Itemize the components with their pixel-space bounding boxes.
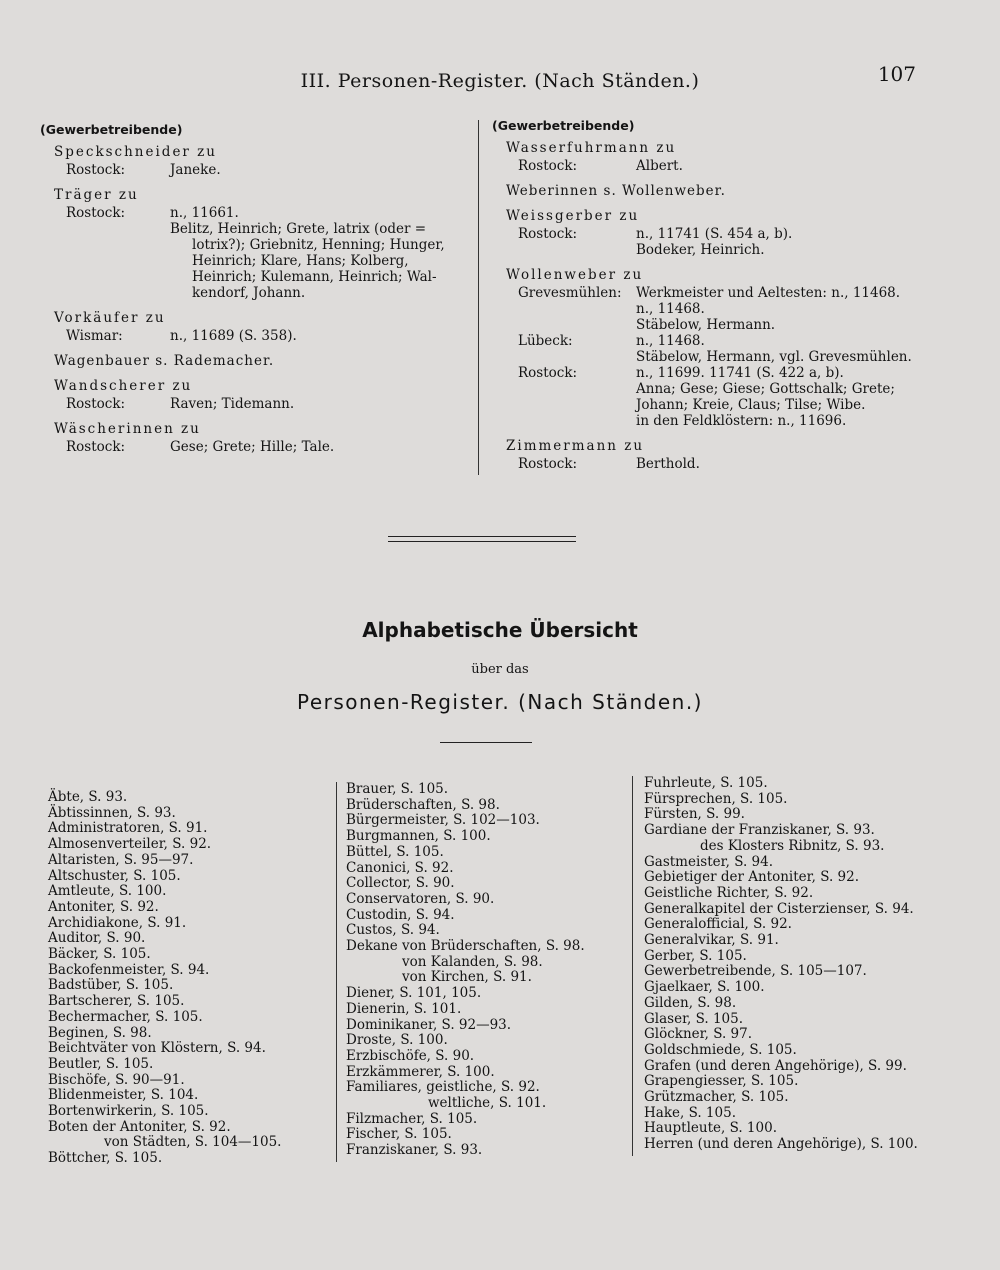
index-entry: Gebietiger der Antoniter, S. 92. (644, 869, 860, 886)
place-row (492, 285, 932, 333)
index-entry: Filzmacher, S. 105. (346, 1110, 478, 1127)
occupation-heading: Wollenweber zu (506, 267, 644, 283)
names-line: Heinrich; Klare, Hans; Kolberg, (192, 253, 409, 269)
index-entry: Collector, S. 90. (346, 875, 455, 892)
names-line: Albert. (636, 158, 683, 174)
occupation-heading: Zimmermann zu (506, 438, 645, 454)
register-entry (40, 378, 460, 412)
index-entry: Gardiane der Franziskaner, S. 93. (644, 822, 875, 839)
occupation-heading: Weissgerber zu (506, 208, 640, 224)
index-entry: Erzkämmerer, S. 100. (346, 1063, 495, 1080)
occupation-heading: Träger zu (54, 187, 139, 203)
overview-subtitle: über das (471, 662, 529, 677)
index-entry: Familiares, geistliche, S. 92. (346, 1079, 540, 1096)
occupation-heading: Wäscherinnen zu (54, 421, 201, 437)
index-entry: von Kirchen, S. 91. (402, 969, 532, 986)
index-entry: Franziskaner, S. 93. (346, 1142, 483, 1159)
index-entry: Erzbischöfe, S. 90. (346, 1047, 475, 1064)
index-entry: Dominikaner, S. 92—93. (346, 1016, 512, 1033)
names-line: n., 11741 (S. 454 a, b). (636, 226, 793, 242)
occupation-heading: Speckschneider zu (54, 144, 217, 160)
index-entry: Geistliche Richter, S. 92. (644, 884, 814, 901)
names-list (636, 333, 932, 365)
register-entry (492, 140, 932, 174)
index-entry: Glaser, S. 105. (644, 1010, 744, 1027)
place-row (40, 162, 460, 178)
names-line: Raven; Tidemann. (170, 396, 295, 412)
names-line: in den Feldklöstern: n., 11696. (636, 413, 847, 429)
names-list (636, 413, 932, 429)
index-entry: Canonici, S. 92. (346, 859, 454, 876)
register-entry (40, 421, 460, 455)
cross-reference: Wagenbauer s. Rademacher. (54, 353, 275, 369)
index-entry: Dekane von Brüderschaften, S. 98. (346, 938, 585, 955)
index-entry: des Klosters Ribnitz, S. 93. (700, 837, 885, 854)
place-row (40, 439, 460, 455)
names-line: Heinrich; Kulemann, Heinrich; Wal- (192, 269, 437, 285)
column-divider (478, 120, 479, 475)
index-entry: Amtleute, S. 100. (48, 883, 167, 900)
register-entry (40, 187, 460, 301)
index-entry: Grapengiesser, S. 105. (644, 1073, 799, 1090)
index-entry: Beutler, S. 105. (48, 1055, 154, 1072)
place-name: Wismar: (66, 328, 123, 344)
register-entry (40, 310, 460, 344)
names-list (170, 439, 460, 455)
place-name: Lübeck: (518, 333, 573, 349)
left-register-column (40, 122, 460, 464)
names-line: Werkmeister und Aeltesten: n., 11468. (636, 285, 901, 301)
index-entry: Grützmacher, S. 105. (644, 1089, 789, 1106)
names-line: kendorf, Johann. (192, 285, 306, 301)
place-row (492, 413, 932, 429)
names-line: n., 11661. (170, 205, 239, 221)
index-entry: Almosenverteiler, S. 92. (48, 836, 212, 853)
index-entry: Fuhrleute, S. 105. (644, 775, 768, 791)
page-header (0, 62, 1000, 102)
register-entry (492, 267, 932, 429)
index-entry: Boten der Antoniter, S. 92. (48, 1118, 231, 1135)
index-entry: Grafen (und deren Angehörige), S. 99. (644, 1057, 907, 1074)
place-row (40, 328, 460, 344)
index-entry: Bischöfe, S. 90—91. (48, 1071, 185, 1088)
index-entry: Beichtväter von Klöstern, S. 94. (48, 1040, 266, 1057)
index-entry: weltliche, S. 101. (428, 1095, 547, 1112)
names-line: n., 11699. 11741 (S. 422 a, b). (636, 365, 844, 381)
index-entry: Auditor, S. 90. (48, 930, 146, 947)
occupation-heading: Wasserfuhrmann zu (506, 140, 677, 156)
names-list (170, 162, 460, 178)
place-name: Rostock: (66, 439, 126, 455)
index-entry: Hauptleute, S. 100. (644, 1120, 777, 1137)
place-row (492, 226, 932, 258)
index-entry: Generalofficial, S. 92. (644, 916, 792, 933)
index-entry: Gerber, S. 105. (644, 947, 747, 964)
names-line: n., 11468. (636, 333, 705, 349)
index-entry: Badstüber, S. 105. (48, 977, 174, 994)
names-list (170, 396, 460, 412)
place-name: Rostock: (66, 205, 126, 221)
occupation-heading: Vorkäufer zu (54, 310, 166, 326)
index-entry: Bäcker, S. 105. (48, 946, 151, 963)
index-entry: Bechermacher, S. 105. (48, 1008, 203, 1025)
index-entry: Generalkapitel der Cisterzienser, S. 94. (644, 900, 914, 917)
index-entry: Brüderschaften, S. 98. (346, 796, 500, 813)
index-entry: Gewerbetreibende, S. 105—107. (644, 963, 867, 980)
index-entry: Bortenwirkerin, S. 105. (48, 1103, 209, 1120)
index-entry: Böttcher, S. 105. (48, 1150, 163, 1167)
index-entry: Droste, S. 100. (346, 1032, 448, 1049)
place-name: Rostock: (518, 456, 578, 472)
index-entry: Bartscherer, S. 105. (48, 993, 185, 1010)
names-line: n., 11689 (S. 358). (170, 328, 297, 344)
index-entry: Archidiakone, S. 91. (48, 914, 187, 931)
names-line: n., 11468. (636, 301, 705, 317)
overview-register-title: Personen-Register. (Nach Ständen.) (297, 690, 703, 714)
index-entry: Altschuster, S. 105. (48, 867, 181, 884)
index-entry: Generalvikar, S. 91. (644, 932, 779, 949)
index-entry: Burgmannen, S. 100. (346, 828, 491, 845)
names-list (636, 158, 932, 174)
index-entry: Äbtissinnen, S. 93. (48, 804, 176, 821)
names-line: Janeke. (170, 162, 221, 178)
index-entry: Gjaelkaer, S. 100. (644, 979, 765, 996)
register-entry (40, 144, 460, 178)
place-name: Rostock: (66, 396, 126, 412)
place-name (492, 413, 636, 429)
place-row (492, 158, 932, 174)
names-line: Stäbelow, Hermann, vgl. Grevesmühlen. (636, 349, 912, 365)
place-name: Grevesmühlen: (518, 285, 622, 301)
index-entry: Fürsprechen, S. 105. (644, 790, 788, 807)
place-row (492, 333, 932, 365)
index-entry: von Kalanden, S. 98. (402, 953, 543, 970)
index-entry: Glöckner, S. 97. (644, 1026, 753, 1043)
index-column-3 (644, 776, 944, 1153)
section-label: (Gewerbetreibende) (40, 122, 183, 137)
index-entry: Fürsten, S. 99. (644, 806, 745, 823)
right-register-column (492, 118, 932, 481)
section-separator (388, 536, 576, 542)
names-list (636, 456, 932, 472)
names-list (170, 328, 460, 344)
index-entry: Conservatoren, S. 90. (346, 890, 495, 907)
register-entry (492, 438, 932, 472)
place-row (492, 365, 932, 413)
place-row (40, 205, 460, 301)
index-divider (336, 782, 337, 1162)
names-line: Belitz, Heinrich; Grete, latrix (oder = (170, 221, 427, 237)
place-row (40, 396, 460, 412)
names-line: Bodeker, Heinrich. (636, 242, 765, 258)
names-list (636, 365, 932, 413)
occupation-heading: Wandscherer zu (54, 378, 193, 394)
place-name: Rostock: (518, 226, 578, 242)
names-list (636, 285, 932, 333)
index-entry: Custos, S. 94. (346, 922, 440, 939)
place-name: Rostock: (66, 162, 126, 178)
index-column-2 (346, 782, 636, 1159)
index-entry: Herren (und deren Angehörige), S. 100. (644, 1136, 918, 1153)
cross-reference: Weberinnen s. Wollenweber. (506, 183, 726, 199)
index-entry: Büttel, S. 105. (346, 843, 444, 860)
title-rule (440, 742, 532, 743)
index-entry: Beginen, S. 98. (48, 1024, 152, 1041)
index-entry: Hake, S. 105. (644, 1104, 736, 1121)
place-row (492, 456, 932, 472)
running-title: III. Personen-Register. (Nach Ständen.) (300, 70, 700, 92)
names-line: Stäbelow, Hermann. (636, 317, 776, 333)
place-name: Rostock: (518, 158, 578, 174)
index-entry: Altaristen, S. 95—97. (48, 851, 194, 868)
page-number: 107 (877, 62, 916, 86)
names-line: Gese; Grete; Hille; Tale. (170, 439, 335, 455)
names-list (636, 226, 932, 258)
overview-title: Alphabetische Übersicht (362, 618, 638, 642)
section-label: (Gewerbetreibende) (492, 118, 635, 133)
index-entry: Backofenmeister, S. 94. (48, 961, 210, 978)
place-name: Rostock: (518, 365, 578, 381)
names-line: Anna; Gese; Giese; Gottschalk; Grete; (636, 381, 895, 397)
index-entry: Gilden, S. 98. (644, 994, 737, 1011)
index-entry: Diener, S. 101, 105. (346, 985, 482, 1002)
index-entry: Antoniter, S. 92. (48, 898, 159, 915)
names-line: Johann; Kreie, Claus; Tilse; Wibe. (636, 397, 866, 413)
index-entry: Blidenmeister, S. 104. (48, 1087, 199, 1104)
index-entry: Bürgermeister, S. 102—103. (346, 812, 540, 829)
names-list (170, 205, 460, 301)
names-line: lotrix?); Griebnitz, Henning; Hunger, (192, 237, 445, 253)
index-entry: Fischer, S. 105. (346, 1126, 452, 1143)
index-divider (632, 776, 633, 1156)
index-entry: Brauer, S. 105. (346, 781, 449, 797)
index-entry: von Städten, S. 104—105. (104, 1134, 282, 1151)
index-entry: Administratoren, S. 91. (48, 820, 208, 837)
register-entry (492, 208, 932, 258)
index-column-1 (48, 790, 338, 1167)
index-entry: Dienerin, S. 101. (346, 1000, 462, 1017)
index-entry: Goldschmiede, S. 105. (644, 1041, 797, 1058)
index-entry: Gastmeister, S. 94. (644, 853, 774, 870)
names-line: Berthold. (636, 456, 700, 472)
index-entry: Custodin, S. 94. (346, 906, 455, 923)
index-entry: Äbte, S. 93. (48, 789, 128, 805)
